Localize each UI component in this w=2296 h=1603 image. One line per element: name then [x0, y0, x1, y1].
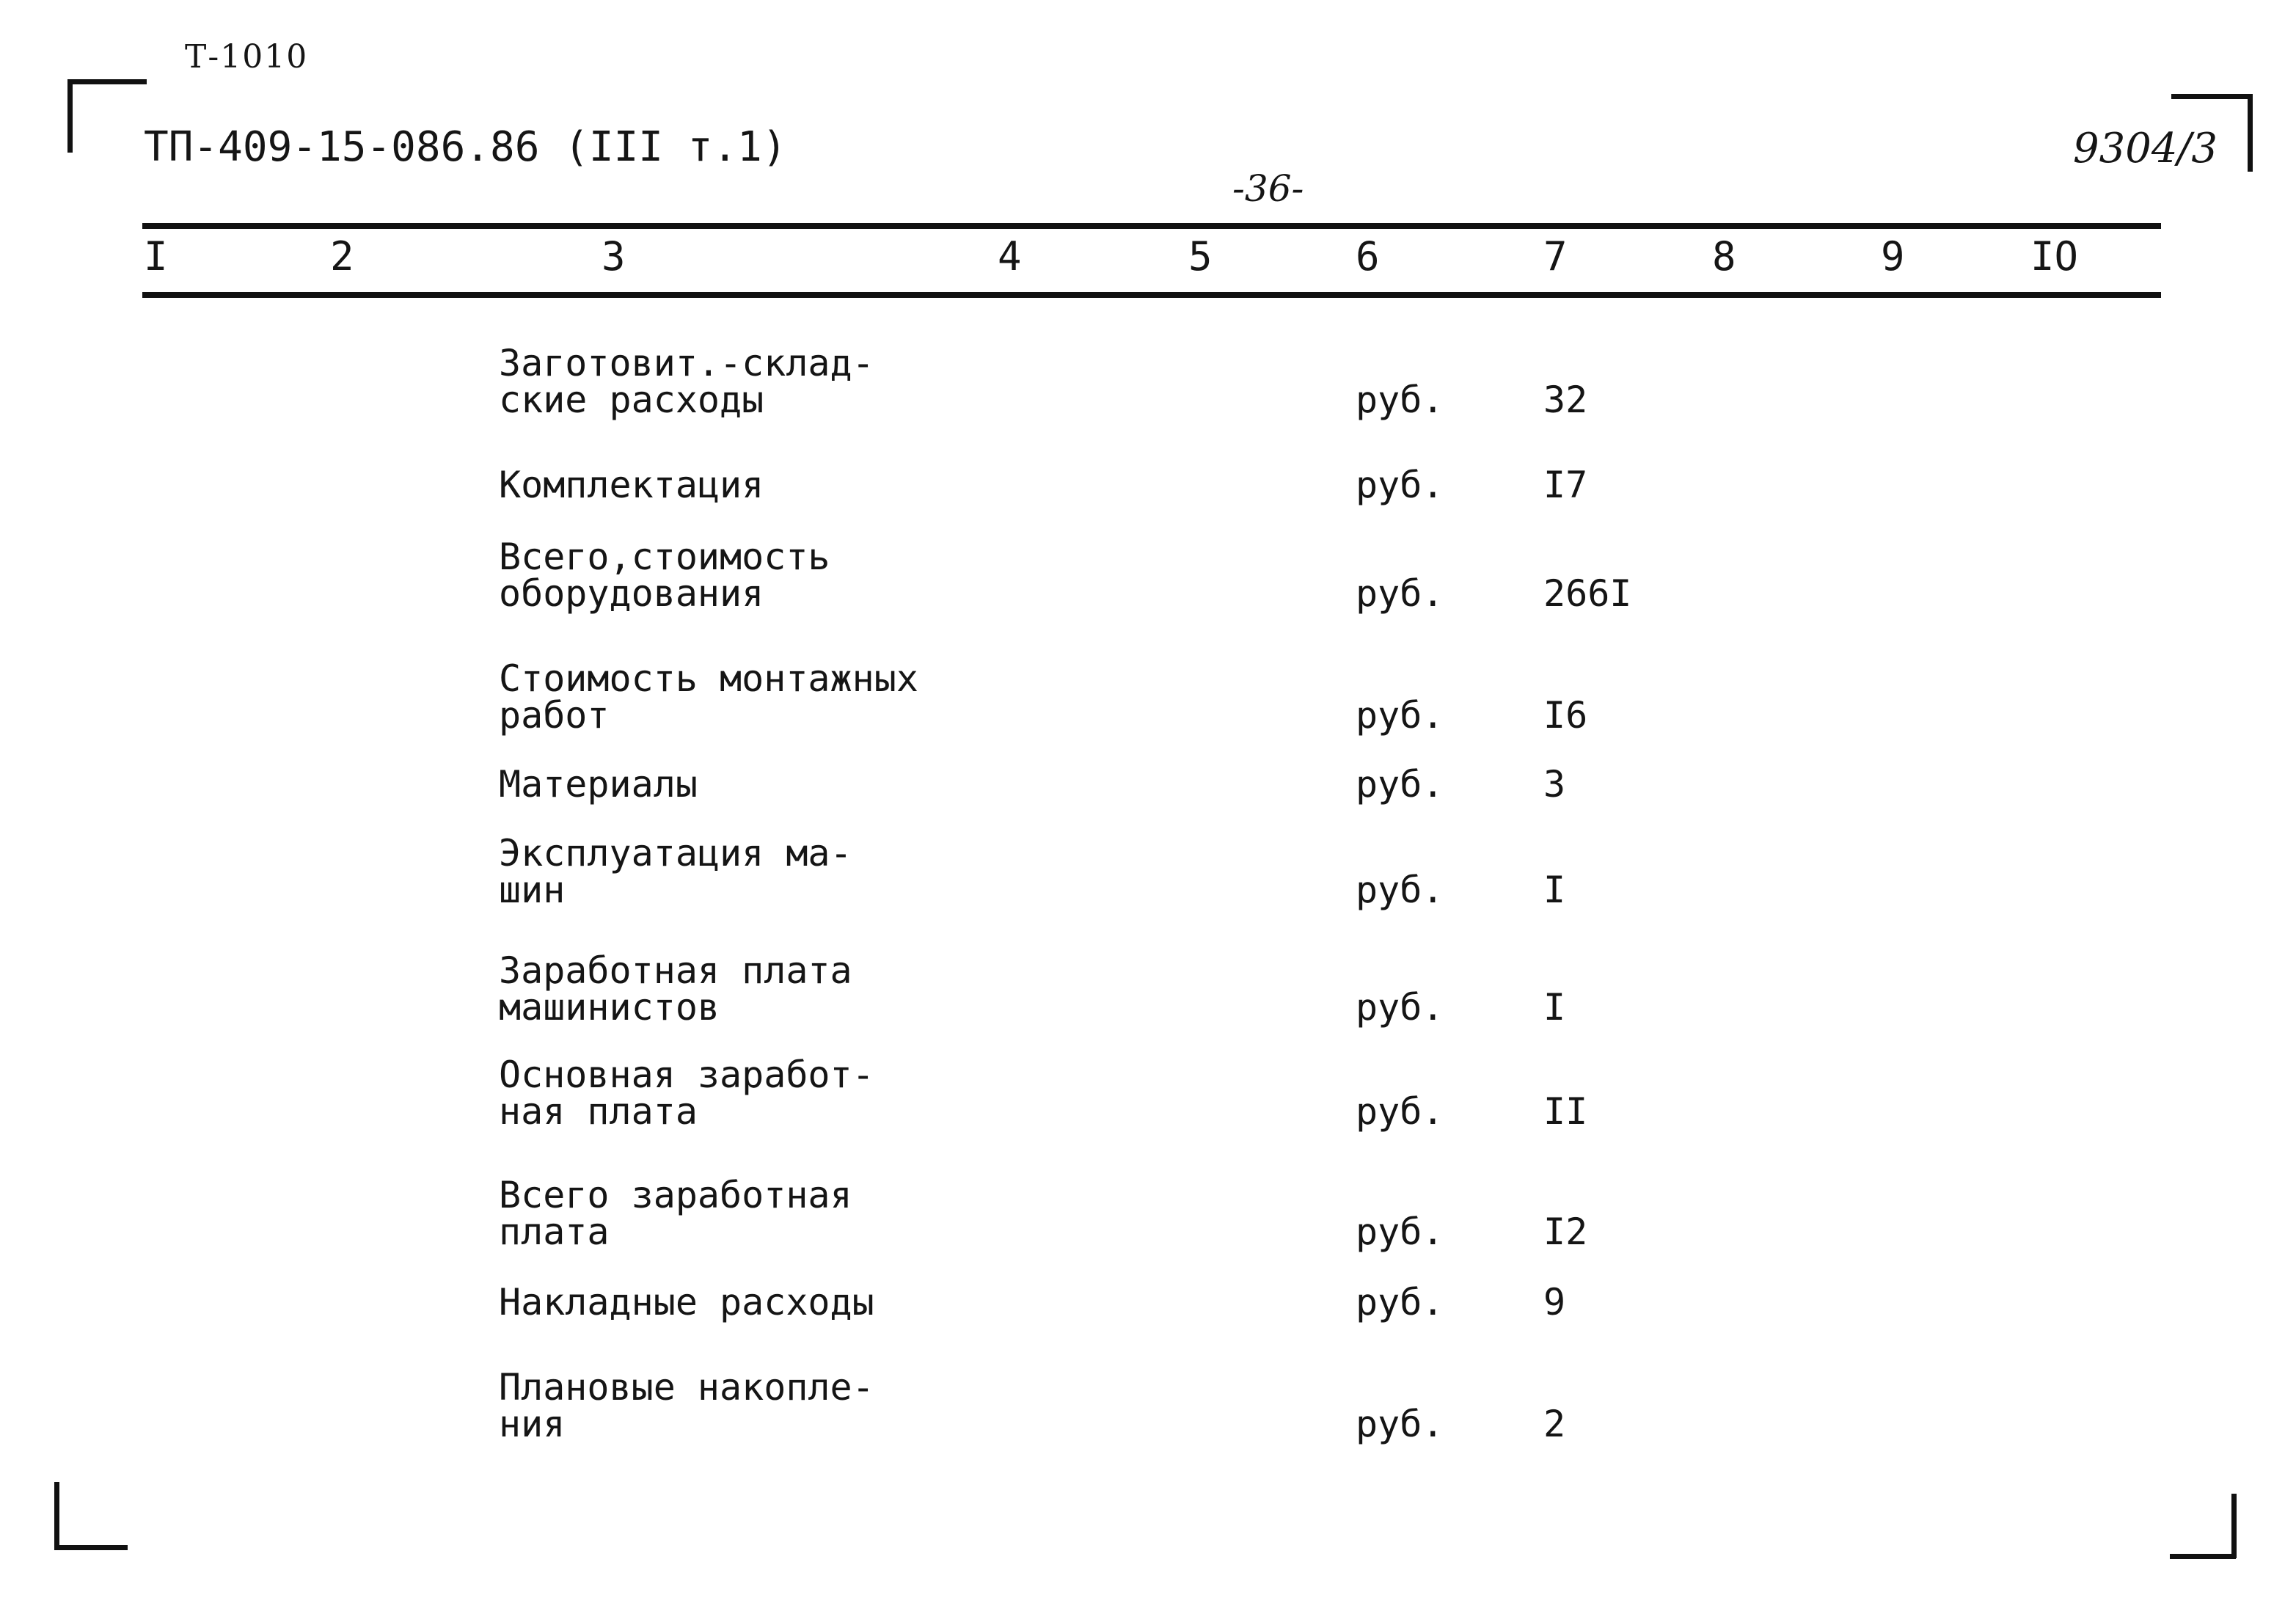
corner-mark-top-left [67, 79, 147, 84]
row-description: шин [499, 869, 566, 911]
column-number: 9 [1881, 233, 1905, 280]
page-number: -36- [1232, 167, 1304, 210]
corner-mark-bottom-left [54, 1545, 128, 1550]
row-description: плата [499, 1211, 610, 1253]
column-number: 7 [1543, 233, 1568, 280]
row-description: Стоимость монтажных [499, 657, 918, 700]
row-description: Всего заработная [499, 1174, 852, 1216]
row-value: I [1543, 986, 1566, 1029]
row-value: 9 [1543, 1281, 1566, 1323]
row-description: Всего,стоимость [499, 536, 830, 578]
row-unit: руб. [1356, 986, 1444, 1029]
row-value: 2 [1543, 1403, 1566, 1445]
row-unit: руб. [1356, 379, 1444, 421]
row-unit: руб. [1356, 464, 1444, 506]
table-header-rule [142, 292, 2161, 298]
row-unit: руб. [1356, 694, 1444, 737]
row-value: I7 [1543, 464, 1588, 506]
row-value: I [1543, 869, 1566, 911]
row-description: Заработная плата [499, 949, 852, 992]
column-number: 4 [998, 233, 1022, 280]
row-unit: руб. [1356, 763, 1444, 806]
row-description: Накладные расходы [499, 1281, 874, 1323]
column-number: IO [2030, 233, 2079, 280]
row-unit: руб. [1356, 572, 1444, 615]
column-number: 6 [1356, 233, 1380, 280]
column-number: 8 [1712, 233, 1736, 280]
column-number: I [144, 233, 168, 280]
corner-mark-top-right [2171, 94, 2252, 99]
row-value: 266I [1543, 572, 1632, 615]
table-top-rule [142, 223, 2161, 229]
corner-mark-bottom-right [2231, 1494, 2237, 1558]
row-description: Комплектация [499, 464, 764, 506]
row-description: машинистов [499, 986, 720, 1029]
corner-mark-top-right [2248, 94, 2253, 172]
row-value: I2 [1543, 1211, 1588, 1253]
corner-mark-bottom-left [54, 1482, 59, 1549]
column-number: 3 [602, 233, 626, 280]
column-number: 2 [330, 233, 354, 280]
project-designation: ТП-409-15-086.86 (III т.1) [144, 123, 787, 171]
row-description: ские расходы [499, 379, 764, 421]
row-description: работ [499, 694, 610, 737]
document-code: Т-1010 [185, 38, 309, 76]
row-unit: руб. [1356, 869, 1444, 911]
row-value: II [1543, 1090, 1588, 1133]
row-unit: руб. [1356, 1403, 1444, 1445]
row-description: Заготовит.-склад- [499, 342, 874, 384]
column-number: 5 [1188, 233, 1213, 280]
corner-mark-top-left [67, 79, 73, 153]
row-description: Плановые накопле- [499, 1366, 874, 1409]
corner-mark-bottom-right [2170, 1554, 2236, 1559]
row-description: Материалы [499, 763, 698, 806]
row-value: I6 [1543, 694, 1588, 737]
row-value: 3 [1543, 763, 1566, 806]
row-description: ния [499, 1403, 566, 1445]
row-value: 32 [1543, 379, 1588, 421]
row-description: ная плата [499, 1090, 698, 1133]
row-description: Основная заработ- [499, 1054, 874, 1096]
row-unit: руб. [1356, 1281, 1444, 1323]
row-description: Эксплуатация ма- [499, 832, 852, 874]
row-unit: руб. [1356, 1211, 1444, 1253]
row-description: оборудования [499, 572, 764, 615]
row-unit: руб. [1356, 1090, 1444, 1133]
archive-number: 9304/3 [2073, 125, 2218, 172]
